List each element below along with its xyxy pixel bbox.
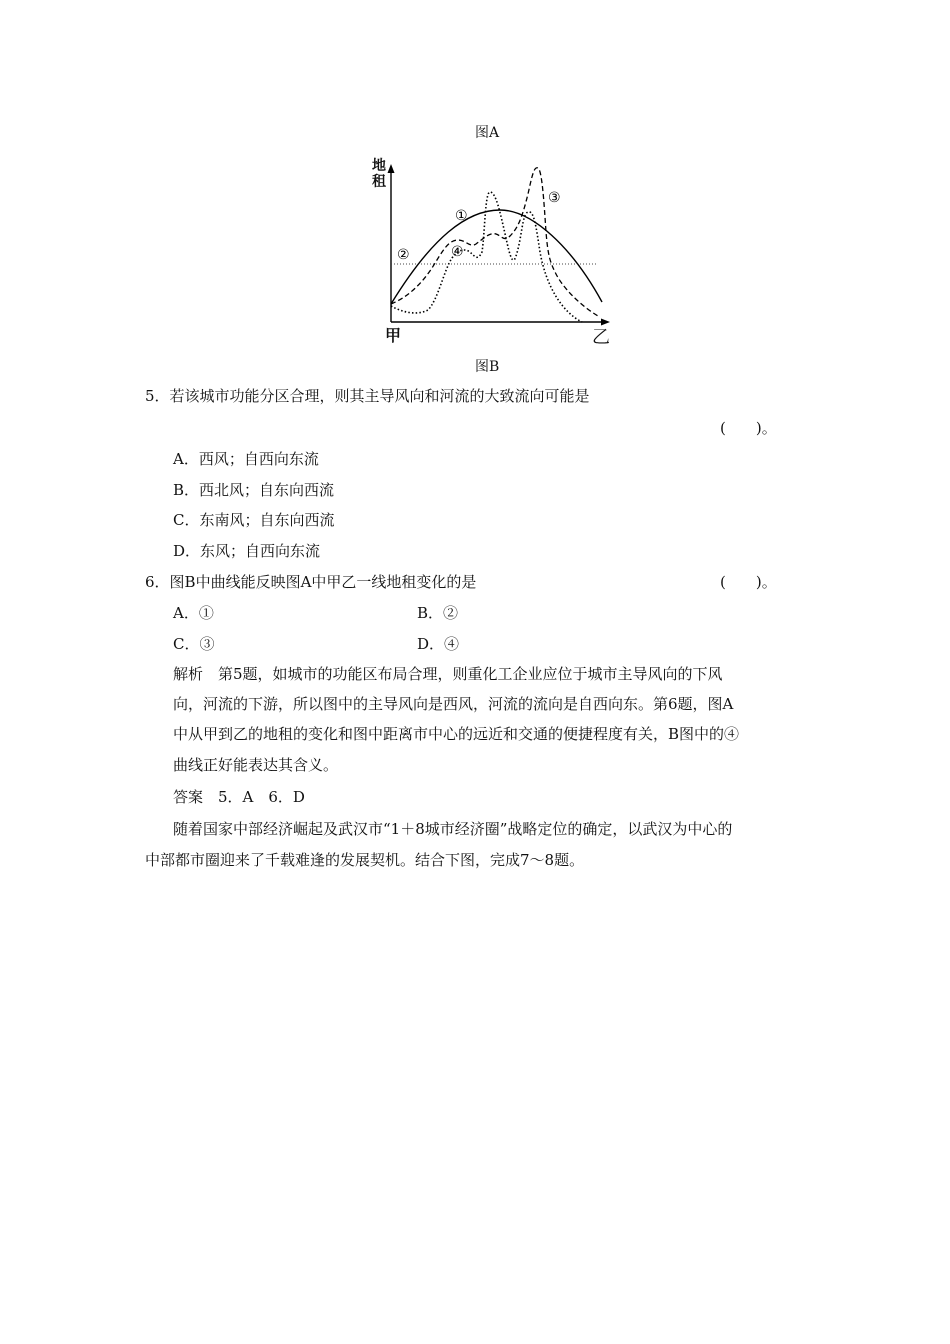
y-axis-label: 地 租: [372, 158, 386, 190]
x-axis-start-label: 甲: [385, 326, 402, 345]
analysis-line-2: 向，河流的下游，所以图中的主导风向是西风，河流的流向是自西向东。第6题，图A: [173, 695, 734, 713]
q6-option-d: D．④: [417, 635, 460, 653]
q5-answer-blank: ( )。: [720, 419, 777, 437]
curve-1: [391, 210, 602, 304]
q6-option-b: B．②: [417, 604, 459, 622]
q6-option-c: C．③: [173, 635, 215, 653]
analysis-line-1: 解析 第5题，如城市的功能区布局合理，则重化工企业应位于城市主导风向的下风: [173, 665, 723, 683]
q5-stem: 5．若该城市功能分区合理，则其主导风向和河流的大致流向可能是: [145, 387, 590, 405]
q5-option-c: C．东南风；自东向西流: [173, 511, 335, 529]
curve-3: [391, 168, 598, 316]
q5-option-a: A．西风；自西向东流: [173, 450, 319, 468]
curve-label-4: ④: [451, 244, 464, 260]
land-rent-chart: [372, 152, 612, 348]
analysis-line-4: 曲线正好能表达其含义。: [173, 756, 339, 774]
q6-option-a: A．①: [173, 604, 214, 622]
curve-label-2: ②: [397, 247, 410, 263]
curve-label-1: ①: [455, 208, 468, 224]
q5-option-b: B．西北风；自东向西流: [173, 481, 335, 499]
figure-a-caption: 图A: [475, 125, 500, 141]
curve-label-3: ③: [548, 190, 561, 206]
answer-line: 答案 5．A 6．D: [173, 788, 305, 806]
intro-line-1: 随着国家中部经济崛起及武汉市“1＋8城市经济圈”战略定位的确定，以武汉为中心的: [173, 820, 733, 838]
land-rent-figure: [372, 152, 612, 348]
q5-option-d: D．东风；自西向东流: [173, 542, 321, 560]
x-axis-end-label: 乙: [592, 327, 610, 348]
y-axis-arrow: [388, 164, 395, 173]
q6-answer-blank: ( )。: [720, 573, 777, 591]
q6-stem: 6．图B中曲线能反映图A中甲乙一线地租变化的是: [145, 573, 477, 591]
intro-line-2: 中部都市圈迎来了千载难逢的发展契机。结合下图，完成7～8题。: [145, 851, 585, 869]
figure-b-caption: 图B: [475, 359, 500, 375]
analysis-line-3: 中从甲到乙的地租的变化和图中距离市中心的远近和交通的便捷程度有关，B图中的④: [173, 725, 740, 743]
